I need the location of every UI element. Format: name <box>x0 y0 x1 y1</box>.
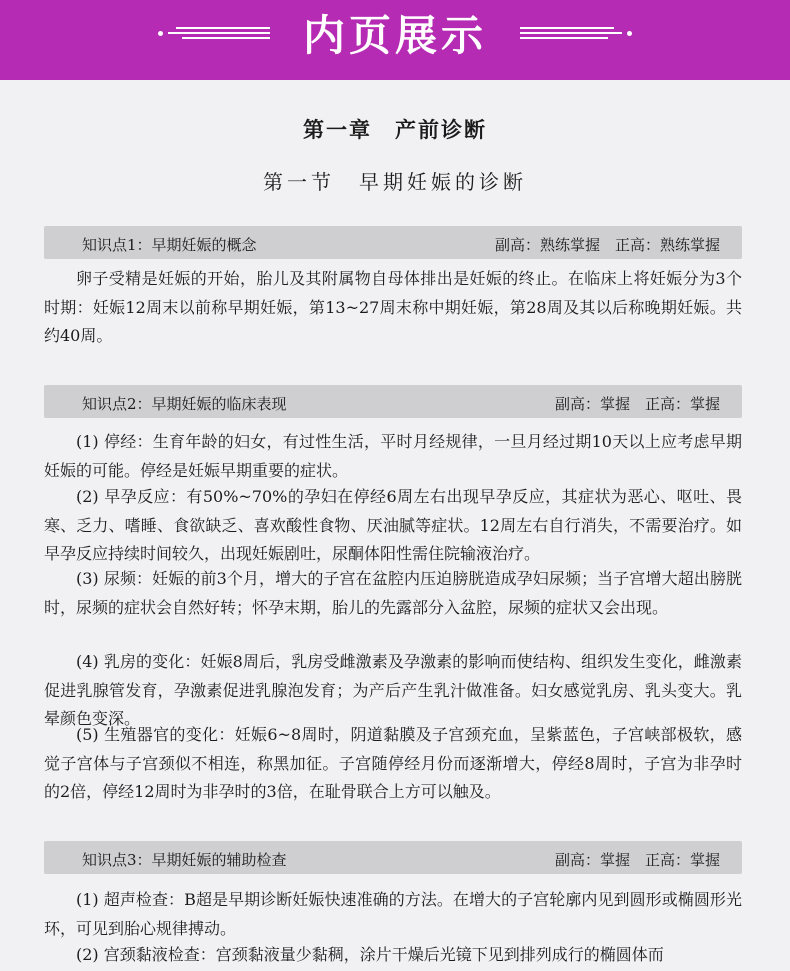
mastery-level: 副高：掌握 正高：掌握 <box>554 851 720 869</box>
knowledge-point-3-header <box>44 841 742 874</box>
chapter-title: 第一章 产前诊断 <box>303 118 487 142</box>
paragraph: (4) 乳房的变化：妊娠8周后，乳房受雌激素及孕激素的影响而使结构、组织发生变化，雌激素促进乳腺管发育，孕激素促进乳腺泡发育；为产后产生乳汁做准备。妇女感觉乳房、乳头变大。乳晕颜色变深。 <box>44 652 742 728</box>
paragraph: (1) 停经：生育年龄的妇女，有过性生活，平时月经规律，一旦月经过期10天以上应考虑早期妊娠的可能。停经是妊娠早期重要的症状。 <box>44 432 742 480</box>
banner <box>0 0 790 80</box>
knowledge-point-1-header <box>44 226 742 259</box>
paragraph: (1) 超声检查：B超是早期诊断妊娠快速准确的方法。在增大的子宫轮廓内见到圆形或椭圆形光环，可见到胎心规律搏动。 <box>44 890 742 938</box>
decoration-lines-right <box>520 27 632 45</box>
paragraph: (3) 尿频：妊娠的前3个月，增大的子宫在盆腔内压迫膀胱造成孕妇尿频；当子宫增大超出膀胱时，尿频的症状会自然好转；怀孕末期，胎儿的先露部分入盆腔，尿频的症状又会出现。 <box>44 569 742 617</box>
mastery-level: 副高：熟练掌握 正高：熟练掌握 <box>494 236 720 254</box>
paragraph: 卵子受精是妊娠的开始，胎儿及其附属物自母体排出是妊娠的终止。在临床上将妊娠分为3个时期：妊娠12周末以前称早期妊娠，第13~27周末称中期妊娠，第28周及其以后称晚期妊娠。共约40周。 <box>44 269 742 345</box>
knowledge-point-label: 知识点1：早期妊娠的概念 <box>82 236 257 254</box>
knowledge-point-2-header <box>44 385 742 418</box>
knowledge-point-label: 知识点3：早期妊娠的辅助检查 <box>82 851 287 869</box>
knowledge-point-label: 知识点2：早期妊娠的临床表现 <box>82 395 287 413</box>
paragraph: (2) 早孕反应：有50%~70%的孕妇在停经6周左右出现早孕反应，其症状为恶心、呕吐、畏寒、乏力、嗜睡、食欲缺乏、喜欢酸性食物、厌油腻等症状。12周左右自行消失，不需要治疗。如早孕反应持续时间较久，出现妊娠剧吐，尿酮体阳性需住院输液治疗。 <box>44 487 742 563</box>
paragraph: (5) 生殖器官的变化：妊娠6~8周时，阴道黏膜及子宫颈充血，呈紫蓝色，子宫峡部极软，感觉子宫体与子宫颈似不相连，称黑加征。子宫随停经月份而逐渐增大，停经8周时，子宫为非孕时的2倍，停经12周时为非孕时的3倍，在耻骨联合上方可以触及。 <box>44 725 742 801</box>
section-title: 第一节 早期妊娠的诊断 <box>263 170 527 194</box>
banner-title: 内页展示 <box>302 11 487 60</box>
mastery-level: 副高：掌握 正高：掌握 <box>554 395 720 413</box>
paragraph: (2) 宫颈黏液检查：宫颈黏液量少黏稠，涂片干燥后光镜下见到排列成行的椭圆体而 <box>76 945 664 964</box>
